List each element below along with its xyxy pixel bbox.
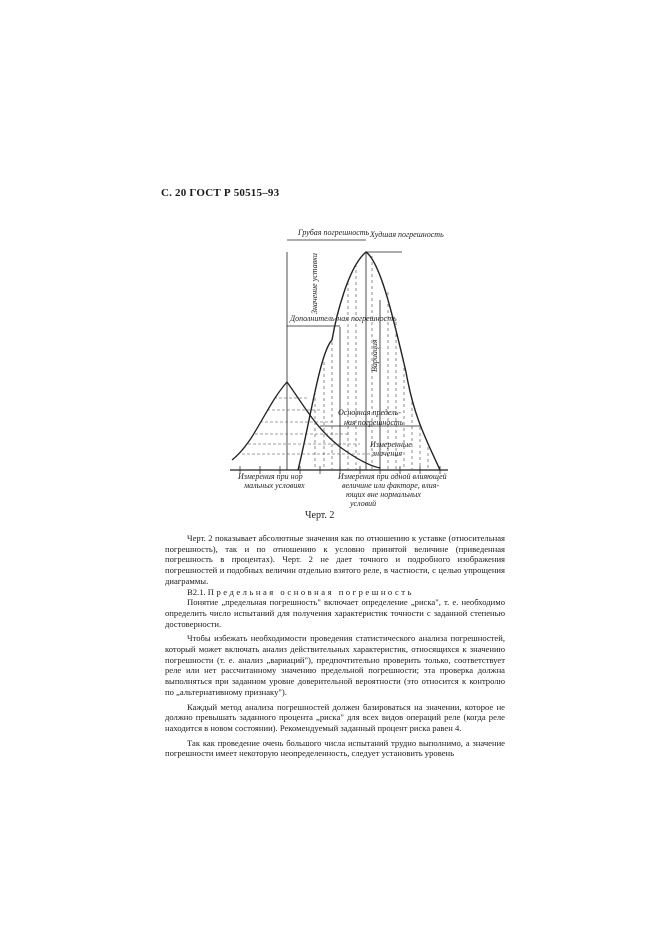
paragraph-1: Черт. 2 показывает абсолютные значения как по отношению к уставке (относительная погрешность), так и по отношению к условно принятой величине (приведенная погрешность в процентах). Черт. 2 не дает точного и подробного изображения погрешностей и подобных величин отдельно взятого реле, в частности, с целью упрощения диаграммы. — [165, 533, 505, 586]
paragraph-5: Так как проведение очень большого числа испытаний трудно выполнимо, а значение погрешности имеет некоторую неопределенность, следует установить уровень — [165, 737, 505, 759]
influence-label-1: Измерения при одной влияющей — [338, 472, 447, 481]
measured-values-label-1: Измеренные — [370, 440, 412, 449]
basic-limit-error-label-1: Основная предель- — [338, 408, 402, 417]
page-header: С. 20 ГОСТ Р 50515–93 — [161, 187, 280, 199]
section-title: Предельная основная погрешность — [207, 586, 414, 597]
influence-label-2: величине или факторе, влия- — [342, 481, 440, 490]
setting-value-label: Значение уставки — [310, 253, 319, 314]
influence-label-4: условий — [350, 499, 377, 508]
normal-conditions-label-1: Измерения при нор — [238, 472, 303, 481]
influence-distribution-curve — [298, 252, 440, 470]
section-heading — [165, 587, 505, 598]
figure-chart-2 — [220, 222, 480, 508]
figure-caption: Черт. 2 — [305, 510, 335, 521]
gross-error-label: Грубая погрешность — [298, 228, 370, 237]
worst-error-label: Худшая погрешность — [370, 230, 444, 239]
section-number: В2.1. — [187, 586, 206, 597]
normal-conditions-label-2: мальных условиях — [244, 481, 305, 490]
body-text — [165, 533, 505, 759]
figure-drawing — [220, 222, 480, 508]
paragraph-3: Чтобы избежать необходимости проведения статистического анализа погрешностей, который может включать анализ действительных характеристик, относящихся к значению погрешности (т. е. анализ „вариаций"), предпочтительно проверить только, соответствует реле или нет рассчитанному значению предельной погрешности; эта проверка должна выполняться при заданном уровне доверительной вероятности (это относится к контролю по „альтернативному признаку"). — [165, 633, 505, 697]
basic-limit-error-label-2: ная погрешность — [344, 418, 404, 427]
measured-values-label-2: значения — [372, 449, 403, 458]
variation-label: Вариация — [370, 339, 379, 372]
influence-label-3: ющих вне нормальных — [346, 490, 421, 499]
paragraph-4: Каждый метод анализа погрешностей должен базироваться на значении, которое не должно превышать заданного процента „риска" для всех видов операций реле (когда реле находится в новом состоянии). Рекомендуемый заданный процент риска равен 4. — [165, 701, 505, 733]
paragraph-2: Понятие „предельная погрешность" включает определение „риска", т. е. необходимо определить число испытаний для получения характеристик точности с заданной степенью достоверности. — [165, 597, 505, 629]
additional-error-label: Дополнитель-ная погрешность — [290, 314, 397, 323]
